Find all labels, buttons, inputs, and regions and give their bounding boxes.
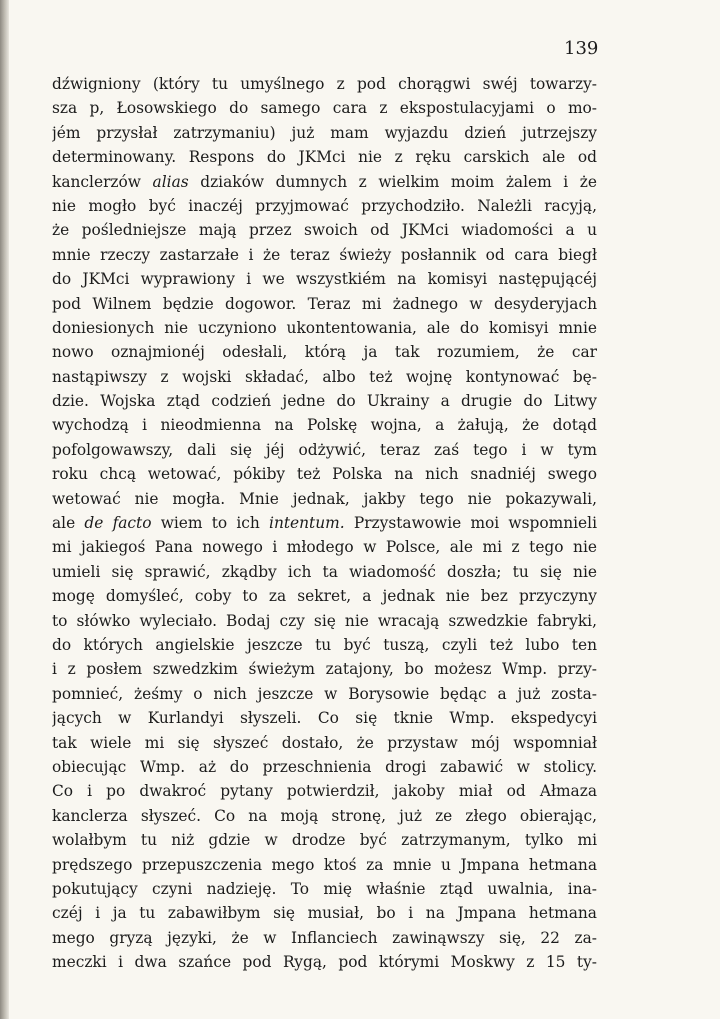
line-text: do JKMci wyprawiony i we wszystkiém na komisyi następującéj	[52, 270, 597, 289]
text-line	[52, 877, 597, 901]
line-text: tak wiele mi się słyszeć dostało, że przystaw mój wspomniał	[52, 733, 597, 752]
text-line	[52, 731, 597, 755]
line-text: sza p, Łosowskiego do samego cara z ekspostulacyjami o mo-	[52, 99, 597, 118]
line-text: Przystawowie moi wspomnieli	[344, 514, 597, 533]
line-text: pofolgowawszy, dali się jéj odżywić, teraz zaś tego i w tym	[52, 440, 597, 459]
line-text: pomnieć, żeśmy o nich jeszcze w Borysowie będąc a już zosta-	[52, 684, 597, 703]
line-text: mnie rzeczy zastarzałe i że teraz świeży posłannik od cara biegł	[52, 245, 597, 264]
line-text: do których angielskie jeszcze tu być tuszą, czyli też lubo ten	[52, 635, 597, 654]
line-text: kanclerzów	[52, 172, 153, 191]
text-line	[52, 243, 597, 267]
line-text: roku chcą wetować, pókiby też Polska na nich snadniéj swego	[52, 465, 597, 484]
line-text: meczki i dwa szańce pod Rygą, pod którymi Moskwy z 15 ty-	[52, 953, 597, 972]
text-line	[52, 926, 597, 950]
text-line	[52, 145, 597, 169]
text-line	[52, 389, 597, 413]
text-line	[52, 292, 597, 316]
italic-phrase: de facto	[84, 514, 152, 533]
text-line	[52, 462, 597, 486]
italic-phrase: intentum.	[269, 514, 345, 533]
body-text	[52, 72, 597, 974]
text-line	[52, 511, 597, 535]
line-text: nie mogło być inaczéj przyjmować przychodziło. Należli racyją,	[52, 196, 597, 215]
text-line	[52, 755, 597, 779]
text-line	[52, 413, 597, 437]
line-text: nowo oznajmionéj odesłali, którą ja tak rozumiem, że car	[52, 343, 597, 362]
line-text: że pośledniejsze mają przez swoich od JKMci wiadomości a u	[52, 221, 597, 240]
line-text: umieli się sprawić, zkądby ich ta wiadomość doszła; tu się nie	[52, 562, 597, 581]
line-text: mogę domyśleć, coby to za sekret, a jednak nie bez przyczyny	[52, 587, 597, 606]
line-text: to słówko wyleciało. Bodaj czy się nie wracają szwedzkie fabryki,	[52, 611, 597, 630]
line-text: nastąpiwszy z wojski składać, albo też wojnę kontynować bę-	[52, 367, 597, 386]
line-text: dźwigniony (który tu umyślnego z pod chorągwi swéj towarzy-	[52, 75, 597, 93]
text-line	[52, 609, 597, 633]
page-number: 139	[564, 38, 599, 59]
text-line	[52, 535, 597, 559]
line-text: mi jakiegoś Pana nowego i młodego w Polsce, ale mi z tego nie	[52, 538, 597, 557]
text-line	[52, 657, 597, 681]
text-line	[52, 950, 597, 974]
line-text: prędszego przepuszczenia mego ktoś za mnie u Jmpana hetmana	[52, 855, 597, 874]
line-text: obiecując Wmp. aż do przeschnienia drogi zabawić w stolicy.	[52, 757, 597, 776]
text-line	[52, 779, 597, 803]
text-line	[52, 438, 597, 462]
text-line	[52, 584, 597, 608]
line-text: pokutujący czyni nadzieję. To mię właśnie ztąd uwalnia, ina-	[52, 879, 597, 898]
text-line	[52, 267, 597, 291]
line-text: doniesionych nie uczyniono ukontentowania, ale do komisyi mnie	[52, 318, 597, 337]
text-line	[52, 487, 597, 511]
text-line	[52, 853, 597, 877]
text-line	[52, 121, 597, 145]
line-text: determinowany. Respons do JKMci nie z ręku carskich ale od	[52, 148, 597, 167]
text-line	[52, 96, 597, 120]
line-text: wychodzą i nieodmienna na Polskę wojna, a żałują, że dotąd	[52, 416, 597, 435]
text-line	[52, 72, 597, 96]
line-text: czéj i ja tu zabawiłbym się musiał, bo i na Jmpana hetmana	[52, 904, 597, 923]
text-line	[52, 706, 597, 730]
line-text: ale	[52, 514, 85, 533]
line-text: jém przysłał zatrzymaniu) już mam wyjazdu dzień jutrzejszy	[52, 123, 597, 142]
text-line	[52, 316, 597, 340]
text-line	[52, 828, 597, 852]
line-text: wiem to ich	[151, 514, 270, 533]
text-line	[52, 804, 597, 828]
line-text: mego gryzą języki, że w Inflanciech zawinąwszy się, 22 za-	[52, 928, 597, 947]
text-line	[52, 682, 597, 706]
page-binding-edge	[0, 0, 9, 1019]
line-text: jących w Kurlandyi słyszeli. Co się tknie Wmp. ekspedycyi	[52, 709, 597, 728]
text-line	[52, 170, 597, 194]
text-line	[52, 901, 597, 925]
text-line	[52, 218, 597, 242]
line-text: dzie. Wojska ztąd codzień jedne do Ukrainy a drugie do Litwy	[52, 392, 597, 411]
line-text: kanclerza słyszeć. Co na moją stronę, już ze złego obierając,	[52, 806, 597, 825]
line-text: dziaków dumnych z wielkim moim żalem i że	[188, 172, 597, 191]
text-line	[52, 365, 597, 389]
text-line	[52, 560, 597, 584]
line-text: pod Wilnem będzie dogowor. Teraz mi żadnego w desyderyjach	[52, 294, 597, 313]
line-text: Co i po dwakroć pytany potwierdził, jakoby miał od Ałmaza	[52, 782, 597, 801]
line-text: i z posłem szwedzkim świeżym zatajony, bo możesz Wmp. przy-	[52, 660, 597, 679]
line-text: wetować nie mogła. Mnie jednak, jakby tego nie pokazywali,	[52, 489, 597, 508]
line-text: wolałbym tu niż gdzie w drodze być zatrzymanym, tylko mi	[52, 831, 597, 850]
text-line	[52, 633, 597, 657]
italic-phrase: alias	[152, 172, 189, 191]
text-line	[52, 194, 597, 218]
text-line	[52, 340, 597, 364]
